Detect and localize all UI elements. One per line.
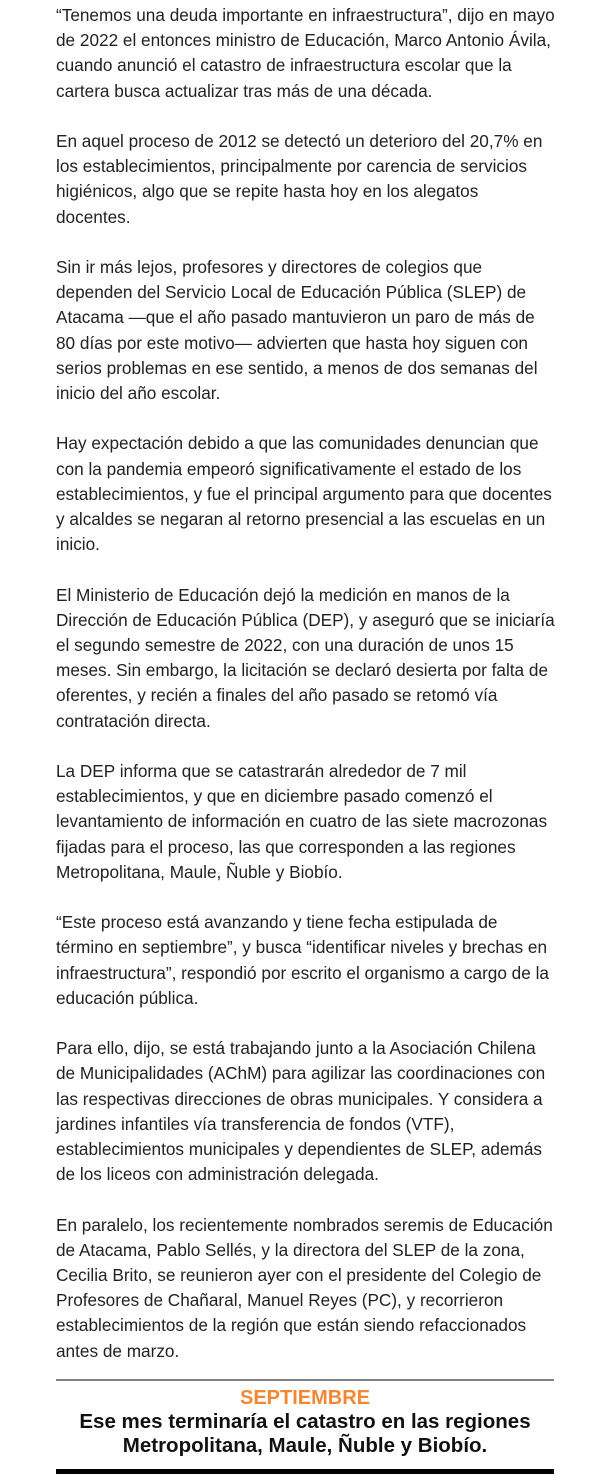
callout-bottom-divider <box>56 1469 554 1474</box>
article-paragraph: La DEP informa que se catastrarán alrededor de 7 mil establecimientos, y que en diciembre pasado comenzó el levantamiento de información en cuatro de las siete macrozonas fijadas para el proceso, las que corresponden a las regiones Metropolitana, Maule, Ñuble y Biobío. <box>56 761 548 882</box>
callout-kicker: SEPTIEMBRE <box>239 1387 371 1409</box>
callout-headline-line: Ese mes terminaría el catastro en las regiones <box>79 1410 531 1433</box>
article-paragraph: Hay expectación debido a que las comunidades denuncian que con la pandemia empeoró significativamente el estado de los establecimientos, y fue el principal argumento para que docentes y alcaldes se negaran al retorno presencial a las escuelas en un inicio. <box>56 433 552 555</box>
article-paragraph: En aquel proceso de 2012 se detectó un deterioro del 20,7% en los establecimientos, principalmente por carencia de servicios higiénicos, algo que se repite hasta hoy en los alegatos docentes. <box>56 131 543 227</box>
callout-top-divider <box>56 1379 554 1381</box>
article-paragraph: En paralelo, los recientemente nombrados seremis de Educación de Atacama, Pablo Sellés, y la directora del SLEP de la zona, Cecilia Brito, se reunieron ayer con el presidente del Colegio de Profesores de Chañaral, Manuel Reyes (PC), y recorrieron establecimientos de la región que están siendo refaccionados antes de marzo. <box>56 1214 553 1361</box>
pull-quote-callout <box>56 1379 554 1474</box>
article-paragraph: Para ello, dijo, se está trabajando junto a la Asociación Chilena de Municipalidades (AChM) para agilizar las coordinaciones con las respectivas direcciones de obras municipales. Y considera a jardines infantiles vía transferencia de fondos (VTF), establecimientos municipales y dependientes de SLEP, además de los liceos con administración delegada. <box>56 1038 546 1185</box>
article-body <box>56 3 556 1389</box>
article-paragraph: “Este proceso está avanzando y tiene fecha estipulada de término en septiembre”, y busca “identificar niveles y brechas en infraestructura”, respondió por escrito el organismo a cargo de la educación pública. <box>56 912 549 1008</box>
article-paragraph: “Tenemos una deuda importante en infraestructura”, dijo en mayo de 2022 el entonces ministro de Educación, Marco Antonio Ávila, cuando anunció el catastro de infraestructura escolar que la cartera busca actualizar tras más de una década. <box>56 5 555 101</box>
callout-headline <box>56 1410 554 1458</box>
callout-headline-line: Metropolitana, Maule, Ñuble y Biobío. <box>122 1434 488 1457</box>
article-paragraph: Sin ir más lejos, profesores y directores de colegios que dependen del Servicio Local de Educación Pública (SLEP) de Atacama —que el año pasado mantuvieron un paro de más de 80 días por este motivo— advierten que hasta hoy siguen con serios problemas en ese sentido, a menos de dos semanas del inicio del año escolar. <box>56 257 538 404</box>
article-paragraph: El Ministerio de Educación dejó la medición en manos de la Dirección de Educación Pública (DEP), y aseguró que se iniciaría el segundo semestre de 2022, con una duración de unos 15 meses. Sin embargo, la licitación se declaró desierta por falta de oferentes, y recién a finales del año pasado se retomó vía contratación directa. <box>56 584 555 731</box>
